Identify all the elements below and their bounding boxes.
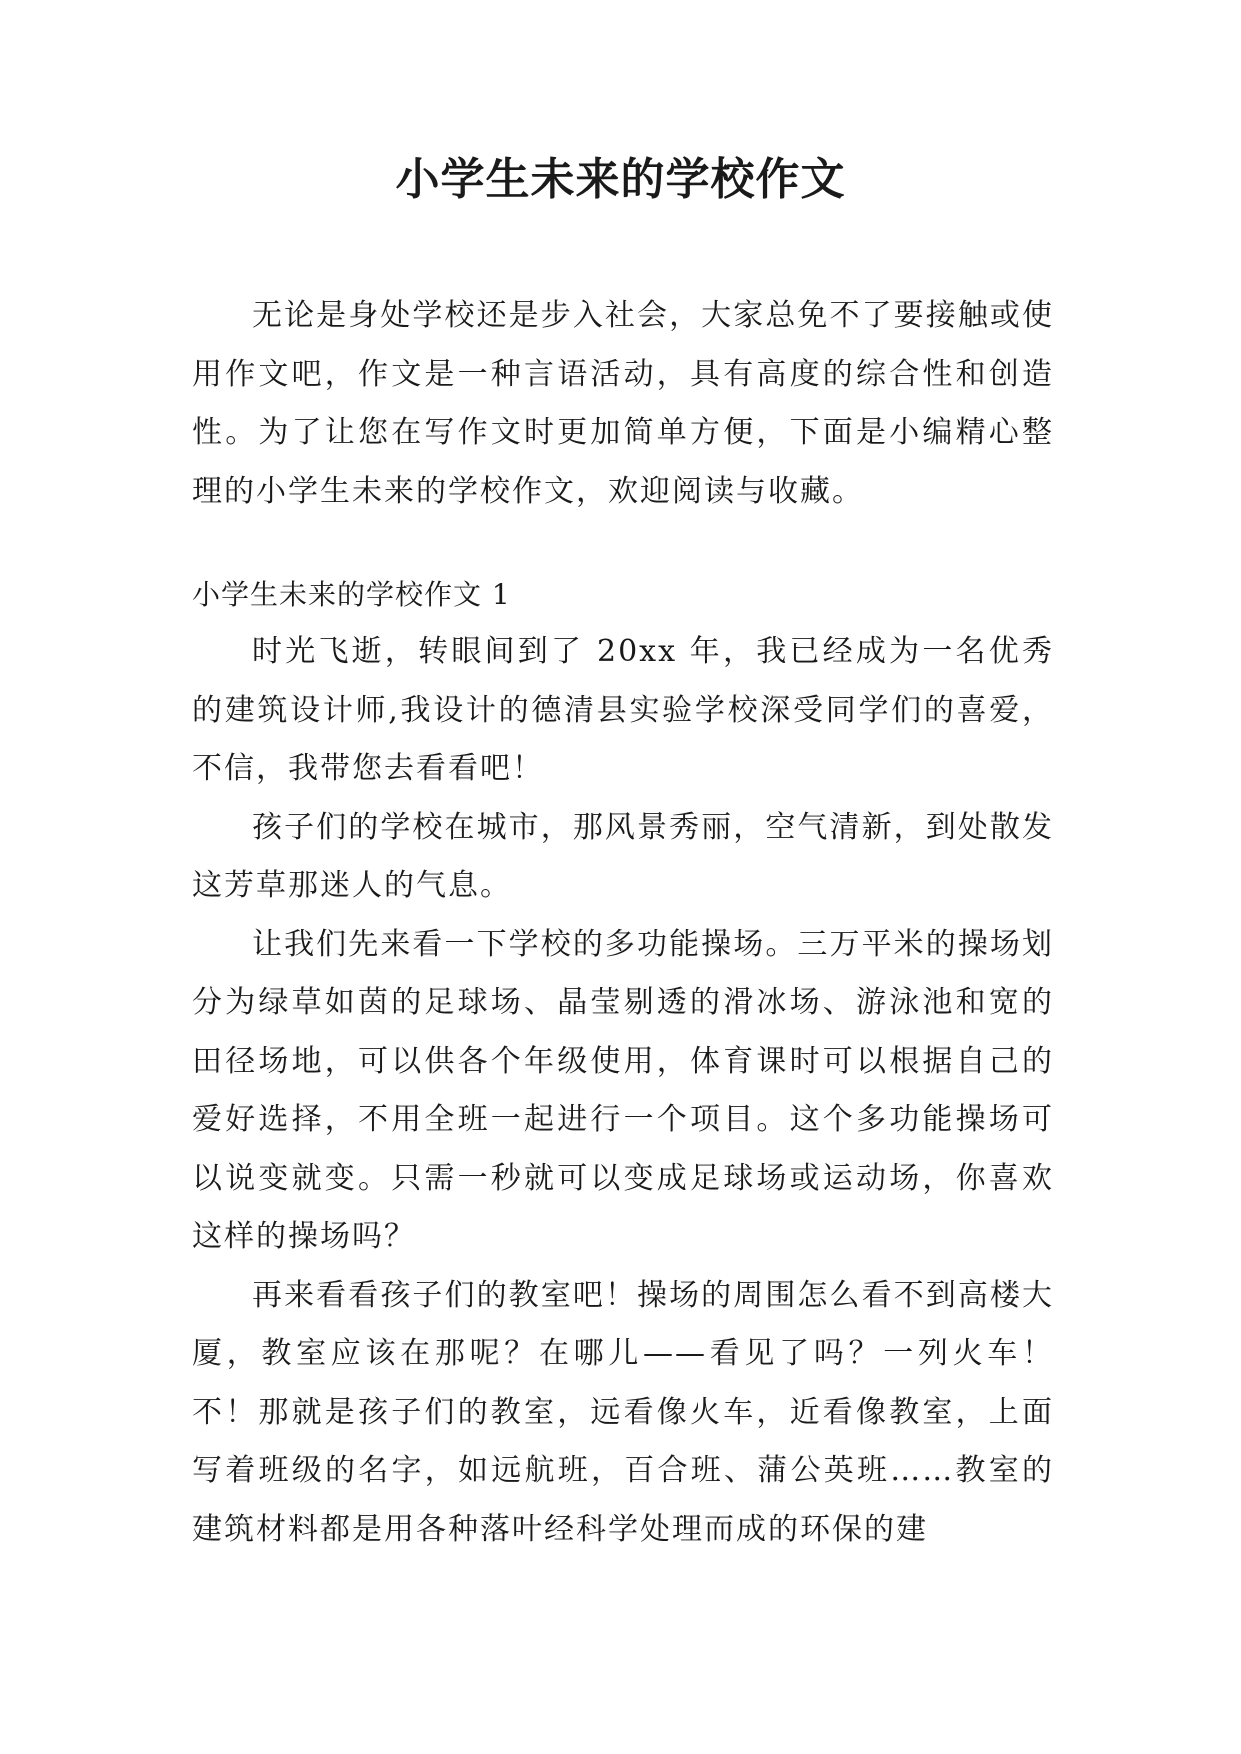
body-paragraph-4: 再来看看孩子们的教室吧！操场的周围怎么看不到高楼大厦，教室应该在那呢？在哪儿——看见了吗？一列火车！不！那就是孩子们的教室，远看像火车，近看像教室，上面写着班级的名字，如远航班，百合班、蒲公英班……教室的建筑材料都是用各种落叶经科学处理而成的环保的建 (192, 1277, 1054, 1547)
document-title: 小学生未来的学校作文 (395, 154, 846, 205)
body-paragraph-3: 让我们先来看一下学校的多功能操场。三万平米的操场划分为绿草如茵的足球场、晶莹剔透的滑冰场、游泳池和宽的田径场地，可以供各个年级使用，体育课时可以根据自己的爱好选择，不用全班一起进行一个项目。这个多功能操场可以说变就变。只需一秒就可以变成足球场或运动场，你喜欢这样的操场吗？ (192, 926, 1054, 1254)
body-paragraph-1: 时光飞逝，转眼间到了 20xx 年，我已经成为一名优秀的建筑设计师,我设计的德清县实验学校深受同学们的喜爱，不信，我带您去看看吧！ (192, 634, 1054, 786)
body-paragraph-2: 孩子们的学校在城市，那风景秀丽，空气清新，到处散发这芳草那迷人的气息。 (192, 809, 1054, 903)
section-heading: 小学生未来的学校作文 1 (192, 578, 511, 611)
intro-paragraph: 无论是身处学校还是步入社会，大家总免不了要接触或使用作文吧，作文是一种言语活动，具有高度的综合性和创造性。为了让您在写作文时更加简单方便，下面是小编精心整理的小学生未来的学校作文，欢迎阅读与收藏。 (192, 298, 1054, 509)
document-body (192, 287, 1054, 1559)
